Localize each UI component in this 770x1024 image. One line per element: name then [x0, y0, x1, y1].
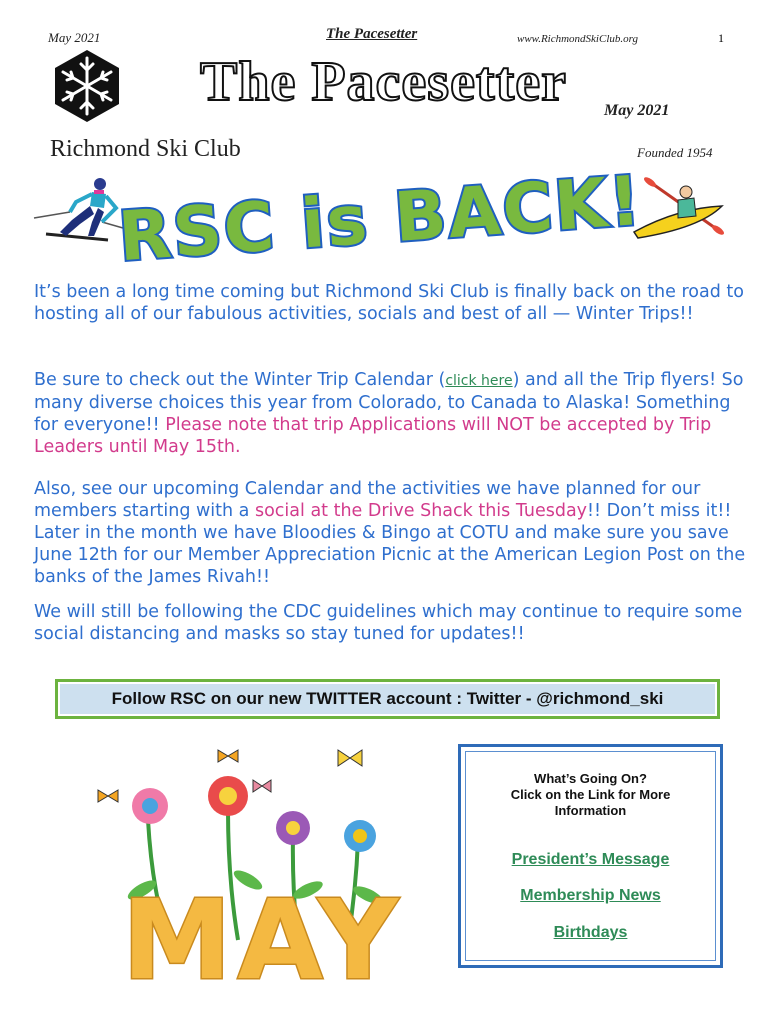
heading-line-3: Information: [554, 803, 627, 818]
whats-going-on-box: [458, 744, 723, 968]
issue-date: May 2021: [604, 102, 670, 119]
kayaker-illustration: [630, 176, 726, 240]
paragraph-3-text-b: !! Don’t miss it!! Later in the month we have Bloodies & Bingo at COTU and make sure you save June 12th for our Member Appreciation Picnic at the American Legion Post on the banks of the James Rivah!!: [34, 501, 746, 587]
trip-applications-notice: Please note that trip Applications will NOT be accepted by Trip Leaders until May 15th.: [34, 415, 712, 457]
may-flowers-illustration: [78, 740, 448, 1004]
presidents-message-link[interactable]: President’s Message: [511, 851, 670, 868]
header-newsletter-name: The Pacesetter: [326, 26, 418, 42]
heading-line-1: What’s Going On?: [534, 771, 647, 786]
may-word: MAY: [122, 876, 404, 1004]
paragraph-3-text-a: Also, see our upcoming Calendar and the activities we have planned for our members starting with a: [34, 479, 701, 521]
header-date: May 2021: [48, 30, 101, 45]
club-name: Richmond Ski Club: [50, 136, 241, 162]
paragraph-2-text-b: ) and all the Trip flyers! So many diverse choices this year from Colorado, to Canada to Alaska! Something for everyone!!: [34, 370, 744, 435]
article-paragraph-2: [34, 369, 746, 458]
birthdays-link[interactable]: Birthdays: [553, 924, 628, 941]
masthead-title: The Pacesetter: [200, 51, 567, 113]
article-paragraph-1: It’s been a long time coming but Richmond Ski Club is finally back on the road to hosting all of our fabulous activities, socials and best of all — Winter Trips!!: [34, 282, 744, 324]
banner-headline: RSC is BACK!: [116, 161, 645, 278]
page-number: 1: [718, 31, 724, 45]
trip-calendar-link[interactable]: click here: [445, 373, 513, 389]
rsc-is-back-banner: [116, 161, 645, 278]
founded-year: Founded 1954: [637, 145, 713, 160]
heading-line-2: Click on the Link for More: [510, 787, 671, 802]
twitter-callout: [55, 679, 720, 719]
article-paragraph-3: [34, 478, 746, 588]
membership-news-link[interactable]: Membership News: [520, 887, 661, 904]
drive-shack-social: social at the Drive Shack this Tuesday: [254, 501, 588, 521]
whats-going-on-heading: [461, 771, 720, 819]
snowflake-logo: [49, 48, 125, 124]
twitter-callout-text: Follow RSC on our new TWITTER account : Twitter - @richmond_ski: [111, 689, 664, 708]
paragraph-2-text-a: Be sure to check out the Winter Trip Calendar (: [34, 370, 446, 390]
header-website: www.RichmondSkiClub.org: [517, 33, 638, 45]
article-paragraph-4: We will still be following the CDC guidelines which may continue to require some social distancing and masks so stay tuned for updates!!: [34, 602, 743, 644]
